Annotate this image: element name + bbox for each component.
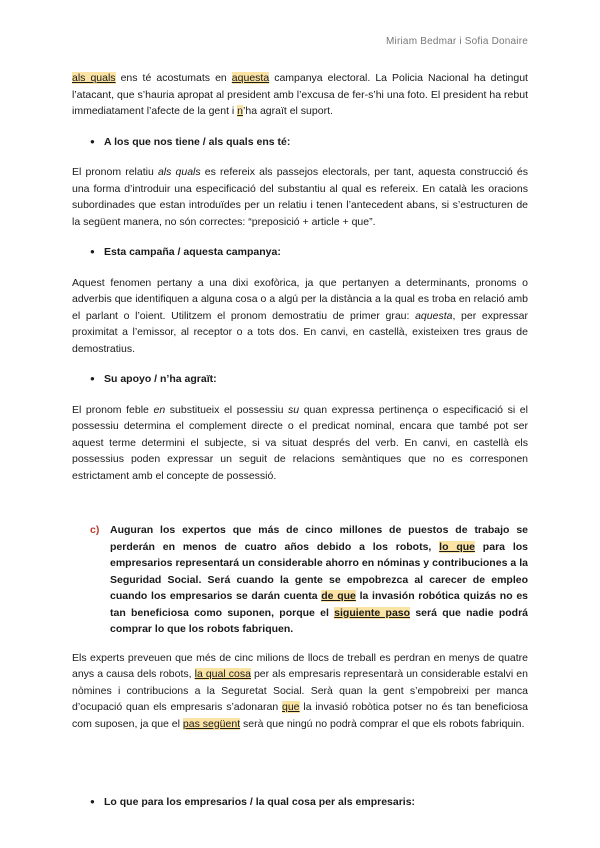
highlight-pas-seguent: pas següent: [182, 717, 241, 730]
highlight-que: que: [282, 701, 300, 713]
highlight-de-que: de que: [321, 590, 356, 602]
paragraph-relatiu: El pronom relatiu als quals es refereix als passejos electorals, per tant, aquesta construcció és una forma d’introduir una especificació del substantiu al qual es refereix. En català les oracions subordinades que estan introduïdes per un relatiu i tenen l’antecedent abans, si s’estructuren de la següent manera, no són correctes: “preposició + article + que”.: [72, 166, 528, 228]
paragraph-dixi: Aquest fenomen pertany a una dixi exofòrica, ja que pertanyen a determinants, pronoms o adverbis que identifiquen a alguna cosa o a algú per la distància a la qual es troba en relació amb el parlant o l’oient. Utilitzem el pronom demostratiu de primer grau: aquesta, per expressar proximitat a l’emissor, al receptor o a tots dos. En canvi, en castellà, existeixen tres graus de demostratius.: [72, 276, 529, 355]
bullet-heading-nha-agrait: ● Su apoyo / n’ha agraït:: [90, 371, 528, 388]
bullet-heading-als-quals: ● A los que nos tiene / als quals ens té:: [90, 134, 528, 151]
highlight-als-quals: als quals: [72, 72, 116, 84]
bullet-heading-la-qual-cosa: ● Lo que para los empresarios / la qual cosa per als empresaris:: [90, 794, 528, 811]
page-header-authors: Miriam Bedmar i Sofia Donaire: [386, 36, 528, 47]
highlight-siguiente-paso: siguiente paso: [334, 606, 411, 619]
question-text: Auguran los expertos que más de cinco millones de puestos de trabajo se perderán en menos de cuatro años debido a los robots, lo que para los empresarios representará un considerable ahorro en nóminas y contribuciones a la Seguridad Social. Será cuando la gente se empobrezca al carecer de empleo cuando los empresarios se darán cuenta de que la invasión robótica quizás no es tan beneficiosa como suponen, porque el siguiente paso será que nadie podrá comprar lo que los robots fabriquen.: [110, 524, 528, 635]
question-marker: c): [90, 524, 100, 536]
paragraph-intro: als quals ens té acostumats en aquesta campanya electoral. La Policia Nacional ha detingut l’atacant, que s’hauria apropat al president amb l’excusa de fer-s’hi una foto. El president ha rebut immediatament l’afecte de la gent i n’ha agraït el suport.: [72, 72, 528, 117]
document-body: [72, 68, 528, 811]
highlight-la-qual-cosa: la qual cosa: [194, 668, 251, 680]
paragraph-pronom-feble: El pronom feble en substitueix el possessiu su quan expressa pertinença o especificació si el possessiu determina el complement directe o el predicat nominal, encara que també pot ser aquest terme determini el subjecte, si va situat després del verb. En canvi, en castellà els possessius poden expressar un seguit de relacions semàntiques que no es corresponen estrictament amb el concepte de possessió.: [72, 403, 528, 482]
bullet-heading-aquesta-campanya: ● Esta campaña / aquesta campanya:: [90, 244, 528, 261]
highlight-n: n: [237, 105, 244, 117]
question-c: [90, 522, 528, 638]
highlight-aquesta: aquesta: [231, 72, 270, 84]
highlight-lo-que: lo que: [439, 540, 475, 553]
paragraph-translation: Els experts preveuen que més de cinc milions de llocs de treball es perdran en menys de quatre anys a causa dels robots, la qual cosa per als empresaris representarà un considerable estalvi en nòmines i contribucions a la Seguretat Social. Serà quan la gent s’empobreixi per manca d’ocupació quan els empresaris s’adonaran que la invasió robòtica potser no és tan beneficiosa com suposen, ja que el pas següent serà que ningú no podrà comprar el que els robots fabriquin.: [72, 651, 528, 730]
